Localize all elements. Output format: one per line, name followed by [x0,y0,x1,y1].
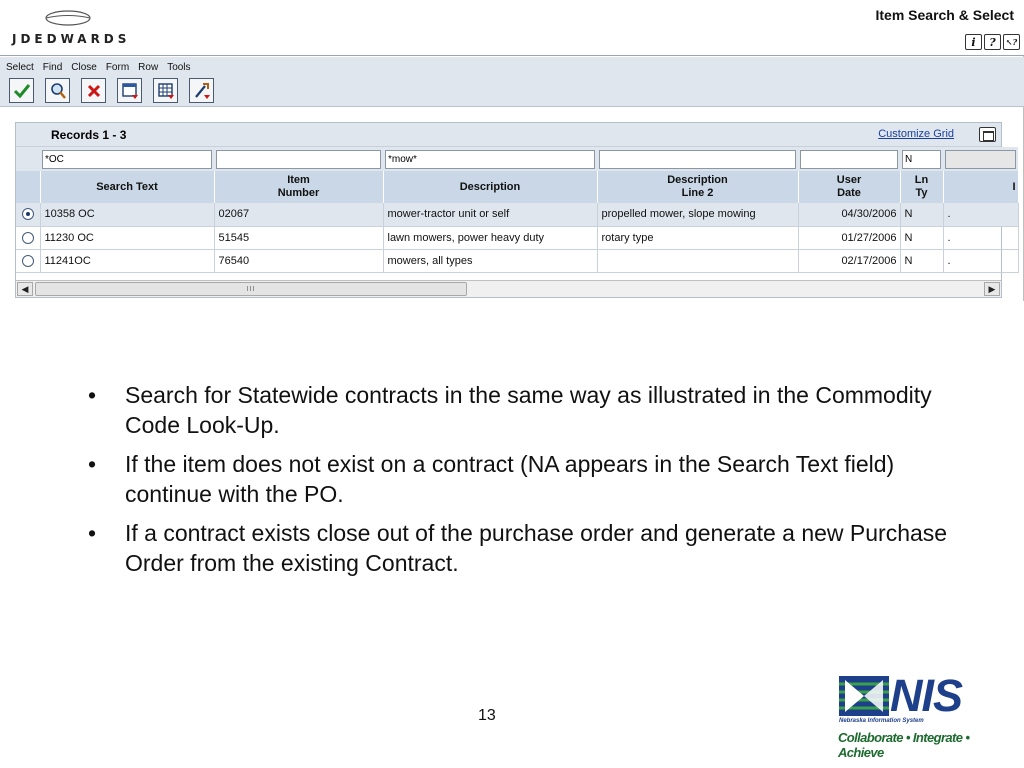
check-icon [13,83,31,99]
app-header [0,0,1024,56]
header-description-line2[interactable]: Description Line 2 [597,171,798,203]
qbe-item-number-input[interactable] [216,150,381,169]
menu-close[interactable]: Close [71,62,97,73]
customize-grid-link[interactable]: Customize Grid [878,128,954,140]
cell-user-date: 01/27/2006 [798,226,900,249]
brand-logo-text: JDEDWARDS [12,32,131,46]
row-button[interactable] [153,78,178,103]
magnifier-icon [49,82,67,100]
nis-logo [836,670,994,760]
records-count: Records 1 - 3 [51,128,127,142]
maximize-grid-icon[interactable] [979,127,996,142]
scroll-thumb[interactable]: III [35,282,467,296]
info-icon[interactable]: i [965,34,982,50]
grid-table [16,147,1019,273]
nis-logo-subtitle: Nebraska Information System [839,718,924,724]
cell-description-line2 [597,249,798,272]
select-button[interactable] [9,78,34,103]
menu-tools[interactable]: Tools [167,62,191,73]
horizontal-scrollbar[interactable] [16,280,1001,297]
menu-select[interactable]: Select [6,62,34,73]
nis-logo-word: NIS [890,670,963,721]
page-number: 13 [478,707,496,724]
header-row [16,171,1018,203]
cell-item-number: 76540 [214,249,383,272]
cell-line-type: N [900,226,943,249]
header-search-text[interactable]: Search Text [40,171,214,203]
cell-search-text: 11230 OC [40,226,214,249]
header-line-type[interactable]: Ln Ty [900,171,943,203]
form-icon [121,82,139,100]
cell-line-type: N [900,249,943,272]
results-grid [15,122,1016,298]
cell-search-text: 11241OC [40,249,214,272]
bullet-item: • Search for Statewide contracts in the same way as illustrated in the Commodity Code Look-Up. [88,380,948,440]
header-select-column [16,171,40,203]
row-grid-icon [157,82,175,100]
row-select-radio[interactable] [22,208,34,220]
scroll-right-icon[interactable]: ▶ [984,282,1000,296]
close-x-icon [86,83,102,99]
toolbar [0,57,1024,107]
qbe-description-input[interactable]: *mow* [385,150,595,169]
menu-form[interactable]: Form [105,62,130,73]
header-item-number[interactable]: Item Number [214,171,383,203]
qbe-description-line2-input[interactable] [599,150,796,169]
table-row[interactable] [16,249,1018,272]
menu-row[interactable]: Row [138,62,159,73]
toolbar-buttons [9,78,214,103]
cell-item-number: 51545 [214,226,383,249]
cell-description: mowers, all types [383,249,597,272]
tools-button[interactable] [189,78,214,103]
qbe-row [16,147,1018,171]
menu-find[interactable]: Find [42,62,63,73]
cell-user-date: 04/30/2006 [798,203,900,226]
jde-logo-swoosh-icon [44,9,92,27]
find-button[interactable] [45,78,70,103]
cell-description: mower-tractor unit or self [383,203,597,226]
context-help-icon[interactable]: ↖? [1003,34,1020,50]
cell-description-line2: rotary type [597,226,798,249]
cell-search-text: 10358 OC [40,203,214,226]
qbe-line-type-input[interactable]: N [902,150,941,169]
header-user-date[interactable]: User Date [798,171,900,203]
cell-description-line2: propelled mower, slope mowing [597,203,798,226]
cell-item-number: 02067 [214,203,383,226]
cell-line-type: N [900,203,943,226]
bullet-list [88,380,948,587]
row-select-radio[interactable] [22,232,34,244]
cell-user-date: 02/17/2006 [798,249,900,272]
grid-title-bar [16,123,1001,147]
cell-extra: . [943,226,1018,249]
qbe-user-date-input[interactable] [800,150,898,169]
menu-bar [6,62,191,73]
form-button[interactable] [117,78,142,103]
table-row[interactable] [16,226,1018,249]
table-row[interactable] [16,203,1018,226]
app-title: Item Search & Select [875,7,1014,23]
nis-logo-tagline: Collaborate • Integrate • Achieve [838,730,970,760]
qbe-search-text-input[interactable]: *OC [42,150,212,169]
qbe-extra-input[interactable] [945,150,1016,169]
cell-extra: . [943,203,1018,226]
scroll-left-icon[interactable]: ◀ [17,282,33,296]
help-icon[interactable]: ? [984,34,1001,50]
cell-extra: . [943,249,1018,272]
cell-description: lawn mowers, power heavy duty [383,226,597,249]
qbe-spacer [16,147,40,171]
header-extra[interactable]: I [943,171,1018,203]
nis-flag-icon [839,676,889,716]
help-icon-group [965,34,1020,50]
header-description[interactable]: Description [383,171,597,203]
bullet-item: • If a contract exists close out of the purchase order and generate a new Purchase Order from the existing Contract. [88,518,948,578]
bullet-item: • If the item does not exist on a contract (NA appears in the Search Text field) continue with the PO. [88,449,948,509]
tools-icon [193,82,211,100]
row-select-radio[interactable] [22,255,34,267]
screenshot-window [0,0,1024,301]
close-button[interactable] [81,78,106,103]
